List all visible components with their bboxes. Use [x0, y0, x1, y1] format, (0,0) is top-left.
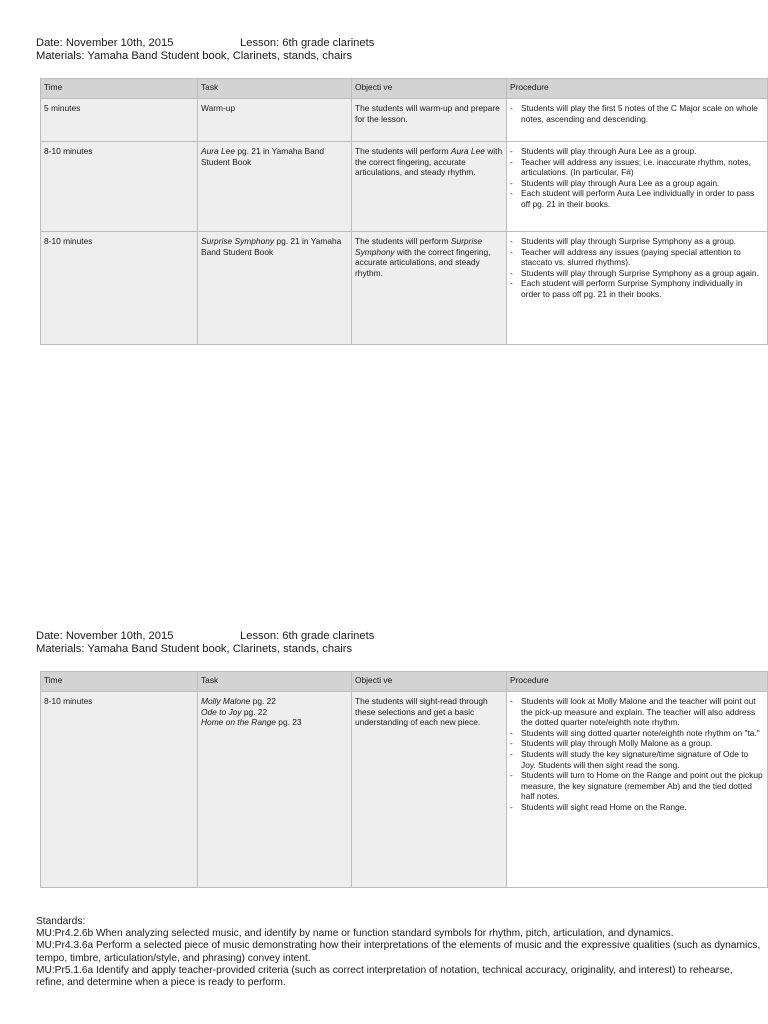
column-header-procedure: Procedure: [507, 672, 768, 692]
list-item: - Students will study the key signature/time signature of Ode to Joy. Students will then sight read the song.: [510, 749, 764, 770]
plan-header: [36, 37, 762, 63]
cell-procedure: [507, 692, 768, 888]
table-row: [41, 692, 768, 888]
list-item: - Teacher will address any issues; i.e. inaccurate rhythm, notes, articulations. (In particular, F#): [510, 157, 764, 178]
cell-time: 8-10 minutes: [41, 692, 198, 888]
list-item: - Students will play through Surprise Symphony as a group again.: [510, 268, 764, 279]
list-item: - Teacher will address any issues (paying special attention to staccato vs. slurred rhythms).: [510, 247, 764, 268]
column-header-time: Time: [41, 672, 198, 692]
plan-header: [36, 630, 762, 656]
list-item: - Students will look at Molly Malone and the teacher will point out the pick-up measure and explain. The teacher will also address the dotted quarter note/eighth note rhythm.: [510, 696, 764, 728]
cell-procedure: [507, 142, 768, 232]
list-item: - Students will play the first 5 notes of the C Major scale on whole notes, ascending and descending.: [510, 103, 764, 124]
plan-lesson: Lesson: 6th grade clarinets: [240, 630, 375, 642]
list-item: - Students will sight read Home on the Range.: [510, 802, 764, 813]
cell-task: Molly Malone pg. 22 Ode to Joy pg. 22 Home on the Range pg. 23: [198, 692, 352, 888]
lesson-table: [40, 78, 768, 345]
cell-procedure: [507, 232, 768, 345]
standard-item: MU:Pr5.1.6a Identify and apply teacher-provided criteria (such as correct interpretation of notation, technical accuracy, originality, and interest) to rehearse, refine, and determine when a piece is ready to perform.: [36, 964, 733, 989]
table-header-row: [41, 79, 768, 99]
plan-materials: Materials: Yamaha Band Student book, Clarinets, stands, chairs: [36, 50, 353, 62]
cell-procedure: [507, 99, 768, 142]
plan-materials: Materials: Yamaha Band Student book, Clarinets, stands, chairs: [36, 643, 353, 655]
table-header-row: [41, 672, 768, 692]
procedure-list: [510, 103, 764, 124]
cell-task: Surprise Symphony pg. 21 in Yamaha Band Student Book: [198, 232, 352, 345]
cell-objective: The students will sight-read through these selections and get a basic understanding of each new piece.: [352, 692, 507, 888]
table-row: [41, 99, 768, 142]
procedure-list: [510, 696, 764, 813]
cell-task: Warm-up: [198, 99, 352, 142]
list-item: - Students will play through Aura Lee as a group.: [510, 146, 764, 157]
standard-item: MU:Pr4.2.6b When analyzing selected music, and identify by name or function standard symbols for rhythm, pitch, articulation, and dynamics.: [36, 928, 674, 940]
list-item: - Students will turn to Home on the Range and point out the pickup measure, the key signature (remember Ab) and the tied dotted half notes.: [510, 770, 764, 802]
procedure-list: [510, 146, 764, 210]
procedure-list: [510, 236, 764, 300]
column-header-task: Task: [198, 79, 352, 99]
lesson-table: [40, 671, 768, 888]
list-item: - Students will sing dotted quarter note/eighth note rhythm on "ta.": [510, 728, 764, 739]
cell-task: Aura Lee pg. 21 in Yamaha Band Student Book: [198, 142, 352, 232]
column-header-task: Task: [198, 672, 352, 692]
column-header-procedure: Procedure: [507, 79, 768, 99]
table-row: [41, 232, 768, 345]
standards-section: [36, 916, 762, 989]
cell-objective: The students will perform Surprise Symphony with the correct fingering, accurate articulations, and steady rhythm.: [352, 232, 507, 345]
table-row: [41, 142, 768, 232]
column-header-objective: Objecti ve: [352, 672, 507, 692]
cell-objective: The students will perform Aura Lee with the correct fingering, accurate articulations, and steady rhythm.: [352, 142, 507, 232]
standards-heading: Standards:: [36, 916, 86, 927]
list-item: - Each student will perform Aura Lee individually in order to pass off pg. 21 in their books.: [510, 188, 764, 209]
cell-time: 5 minutes: [41, 99, 198, 142]
column-header-objective: Objecti ve: [352, 79, 507, 99]
list-item: - Students will play through Molly Malone as a group.: [510, 738, 764, 749]
lesson-plan-2: [36, 630, 762, 888]
plan-date: Date: November 10th, 2015: [36, 37, 174, 49]
plan-date: Date: November 10th, 2015: [36, 630, 174, 642]
lesson-plan-1: [36, 37, 762, 345]
list-item: - Students will play through Aura Lee as a group again.: [510, 178, 764, 189]
cell-objective: The students will warm-up and prepare for the lesson.: [352, 99, 507, 142]
standard-item: MU:Pr4.3.6a Perform a selected piece of music demonstrating how their interpretations of the elements of music and the expressive qualities (such as dynamics, tempo, timbre, articulation/style, and phrasing) convey intent.: [36, 940, 761, 964]
list-item: - Students will play through Surprise Symphony as a group.: [510, 236, 764, 247]
cell-time: 8-10 minutes: [41, 232, 198, 345]
column-header-time: Time: [41, 79, 198, 99]
cell-time: 8-10 minutes: [41, 142, 198, 232]
list-item: - Each student will perform Surprise Symphony individually in order to pass off pg. 21 in their books.: [510, 278, 764, 299]
plan-lesson: Lesson: 6th grade clarinets: [240, 37, 375, 49]
